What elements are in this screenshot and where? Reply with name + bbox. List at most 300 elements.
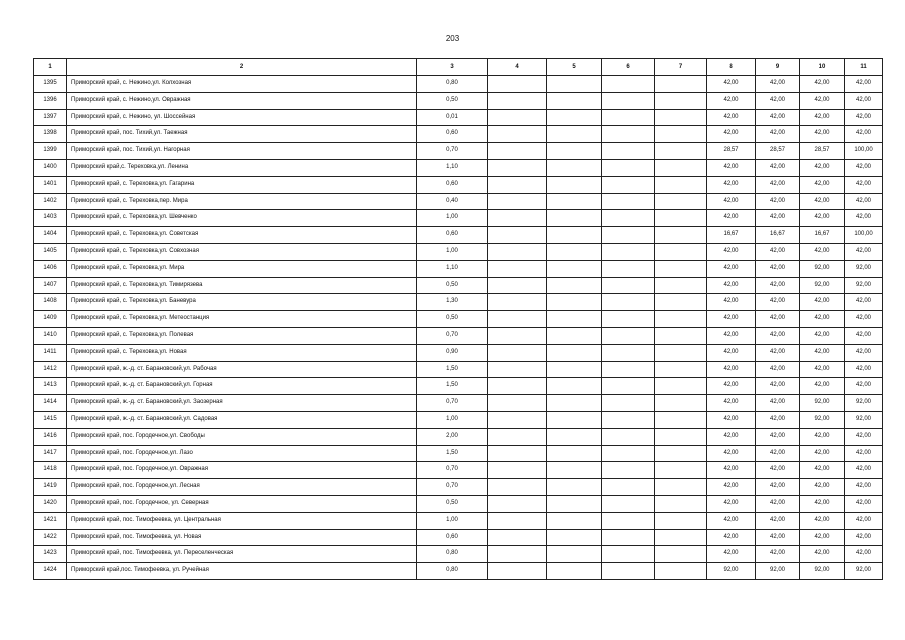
table-cell <box>655 210 707 227</box>
table-cell: 0,70 <box>417 327 488 344</box>
table-cell: 42,00 <box>756 109 800 126</box>
table-cell: 1423 <box>34 546 67 563</box>
table-cell: 42,00 <box>845 479 883 496</box>
table-cell: 42,00 <box>800 462 845 479</box>
table-cell <box>488 193 547 210</box>
table-cell: 42,00 <box>800 176 845 193</box>
table-cell: 92,00 <box>800 411 845 428</box>
table-cell: Приморский край, пос. Тимофеевка, ул. Центральная <box>67 512 417 529</box>
table-cell: 1,00 <box>417 243 488 260</box>
table-cell: Приморский край, с. Тереховка,ул. Метеостанция <box>67 311 417 328</box>
table-cell: 42,00 <box>707 210 756 227</box>
table-row <box>34 92 883 109</box>
table-cell: 100,00 <box>845 143 883 160</box>
table-cell: Приморский край, с. Тереховка,ул. Шевченко <box>67 210 417 227</box>
table-cell: Приморский край, с. Нежино,ул. Овражная <box>67 92 417 109</box>
table-row <box>34 311 883 328</box>
data-table <box>33 58 883 580</box>
table-cell <box>488 378 547 395</box>
table-cell <box>602 378 655 395</box>
table-row <box>34 445 883 462</box>
table-cell: 1,00 <box>417 512 488 529</box>
table-cell: 42,00 <box>756 378 800 395</box>
table-cell: 28,57 <box>800 143 845 160</box>
table-cell: Приморский край,с. Тереховка,ул. Ленина <box>67 159 417 176</box>
table-cell: 42,00 <box>756 361 800 378</box>
table-cell: 1403 <box>34 210 67 227</box>
table-cell: 42,00 <box>707 462 756 479</box>
table-cell: 42,00 <box>845 327 883 344</box>
table-cell: 0,50 <box>417 495 488 512</box>
table-cell <box>655 479 707 496</box>
table-cell: Приморский край, ж.-д. ст. Барановский,ул. Рабочая <box>67 361 417 378</box>
table-cell: 42,00 <box>845 428 883 445</box>
table-cell <box>602 428 655 445</box>
table-cell: 0,70 <box>417 462 488 479</box>
column-header: 11 <box>845 59 883 76</box>
table-cell <box>655 277 707 294</box>
table-cell <box>547 126 602 143</box>
table-cell: 42,00 <box>800 193 845 210</box>
table-cell: 42,00 <box>756 92 800 109</box>
table-cell: 0,40 <box>417 193 488 210</box>
table-cell: 1406 <box>34 260 67 277</box>
table-cell: Приморский край, пос. Городечное,ул. Овражная <box>67 462 417 479</box>
table-row <box>34 243 883 260</box>
table-cell: 92,00 <box>707 563 756 580</box>
table-row <box>34 344 883 361</box>
table-cell <box>488 210 547 227</box>
table-cell <box>655 344 707 361</box>
table-cell <box>655 563 707 580</box>
table-cell: 42,00 <box>707 546 756 563</box>
table-cell: 1409 <box>34 311 67 328</box>
table-row <box>34 495 883 512</box>
table-cell: 1411 <box>34 344 67 361</box>
table-cell <box>602 294 655 311</box>
table-cell: 0,50 <box>417 311 488 328</box>
table-cell <box>547 361 602 378</box>
table-cell: 42,00 <box>756 327 800 344</box>
table-cell: Приморский край, с. Тереховка,ул. Совхозная <box>67 243 417 260</box>
table-cell: Приморский край, пос. Тихий,ул. Таежная <box>67 126 417 143</box>
table-cell: 42,00 <box>707 411 756 428</box>
table-cell: Приморский край, пос. Городечное,ул. Свободы <box>67 428 417 445</box>
table-cell: 92,00 <box>800 395 845 412</box>
table-cell: 42,00 <box>800 445 845 462</box>
table-cell <box>488 344 547 361</box>
table-cell: 92,00 <box>845 395 883 412</box>
table-cell: 42,00 <box>800 378 845 395</box>
table-cell: 1417 <box>34 445 67 462</box>
table-cell: 42,00 <box>800 126 845 143</box>
table-row <box>34 294 883 311</box>
table-cell: Приморский край,пос. Тимофеевка, ул. Ручейная <box>67 563 417 580</box>
table-cell <box>602 143 655 160</box>
table-cell <box>602 344 655 361</box>
table-cell <box>655 445 707 462</box>
table-cell <box>488 227 547 244</box>
table-cell <box>655 176 707 193</box>
table-cell: 42,00 <box>707 176 756 193</box>
table-cell <box>547 311 602 328</box>
table-cell <box>602 327 655 344</box>
table-cell: 42,00 <box>707 529 756 546</box>
table-cell: 42,00 <box>845 495 883 512</box>
table-cell <box>488 109 547 126</box>
table-cell: 1402 <box>34 193 67 210</box>
table-cell <box>547 495 602 512</box>
table-cell <box>547 109 602 126</box>
table-cell <box>655 495 707 512</box>
table-cell: 42,00 <box>845 294 883 311</box>
table-cell <box>488 92 547 109</box>
table-cell: 1,50 <box>417 378 488 395</box>
table-cell: 92,00 <box>845 563 883 580</box>
table-cell: Приморский край, с. Тереховка,пер. Мира <box>67 193 417 210</box>
table-cell: 42,00 <box>756 311 800 328</box>
table-cell: 42,00 <box>845 462 883 479</box>
table-cell: 42,00 <box>707 344 756 361</box>
table-row <box>34 176 883 193</box>
table-cell <box>602 260 655 277</box>
table-cell: 1397 <box>34 109 67 126</box>
table-cell <box>547 563 602 580</box>
table-row <box>34 462 883 479</box>
table-cell <box>547 243 602 260</box>
table-cell <box>488 361 547 378</box>
table-cell: 42,00 <box>756 546 800 563</box>
table-cell <box>488 277 547 294</box>
table-cell: Приморский край, пос. Тихий,ул. Нагорная <box>67 143 417 160</box>
table-cell: 1418 <box>34 462 67 479</box>
column-header: 9 <box>756 59 800 76</box>
table-cell <box>602 159 655 176</box>
page-number: 203 <box>445 34 460 43</box>
table-cell <box>655 512 707 529</box>
table-cell <box>547 512 602 529</box>
table-cell: 1419 <box>34 479 67 496</box>
table-cell: 0,80 <box>417 76 488 93</box>
table-cell <box>602 445 655 462</box>
table-cell: 0,80 <box>417 546 488 563</box>
table-cell: 1424 <box>34 563 67 580</box>
table-cell: 28,57 <box>756 143 800 160</box>
table-cell: 42,00 <box>845 243 883 260</box>
table-cell <box>547 462 602 479</box>
table-cell: 0,60 <box>417 126 488 143</box>
table-cell <box>547 395 602 412</box>
table-cell <box>488 411 547 428</box>
table-cell <box>655 327 707 344</box>
table-cell: 42,00 <box>845 176 883 193</box>
table-cell: 42,00 <box>845 210 883 227</box>
table-cell: 42,00 <box>707 277 756 294</box>
table-cell: 1400 <box>34 159 67 176</box>
table-cell: 42,00 <box>845 378 883 395</box>
table-cell: 42,00 <box>800 109 845 126</box>
table-cell: 42,00 <box>800 479 845 496</box>
table-cell <box>655 193 707 210</box>
table-cell: 42,00 <box>845 76 883 93</box>
table-cell: 1421 <box>34 512 67 529</box>
table-cell: 92,00 <box>845 411 883 428</box>
table-cell: 42,00 <box>800 159 845 176</box>
table-cell: 0,60 <box>417 227 488 244</box>
table-cell: Приморский край, с. Нежино,ул. Колхозная <box>67 76 417 93</box>
table-cell: 1422 <box>34 529 67 546</box>
table-row <box>34 109 883 126</box>
table-cell: 1395 <box>34 76 67 93</box>
table-cell <box>488 479 547 496</box>
table-cell: Приморский край, пос. Тимофеевка, ул. Новая <box>67 529 417 546</box>
table-cell <box>602 227 655 244</box>
table-cell <box>602 277 655 294</box>
table-cell: 28,57 <box>707 143 756 160</box>
table-row <box>34 126 883 143</box>
table-cell: Приморский край, с. Тереховка,ул. Тимирязева <box>67 277 417 294</box>
table-cell <box>602 512 655 529</box>
table-row <box>34 378 883 395</box>
table-cell <box>488 143 547 160</box>
table-row <box>34 428 883 445</box>
table-cell: 42,00 <box>707 126 756 143</box>
table-cell: 42,00 <box>845 512 883 529</box>
column-header: 7 <box>655 59 707 76</box>
table-cell: Приморский край, ж.-д. ст. Барановский,ул. Горная <box>67 378 417 395</box>
table-cell <box>602 193 655 210</box>
table-cell: 42,00 <box>756 260 800 277</box>
table-cell: 0,01 <box>417 109 488 126</box>
table-cell: 0,90 <box>417 344 488 361</box>
table-cell: 0,70 <box>417 479 488 496</box>
table-cell <box>602 361 655 378</box>
table-cell: 1399 <box>34 143 67 160</box>
table-row <box>34 546 883 563</box>
table-cell <box>547 344 602 361</box>
table-cell <box>488 462 547 479</box>
table-cell: 2,00 <box>417 428 488 445</box>
table-cell <box>488 294 547 311</box>
table-cell: 1,30 <box>417 294 488 311</box>
table-cell: 42,00 <box>707 479 756 496</box>
table-cell <box>547 546 602 563</box>
table-cell <box>547 529 602 546</box>
table-cell <box>655 462 707 479</box>
table-cell: 42,00 <box>707 311 756 328</box>
table-cell: 42,00 <box>707 243 756 260</box>
table-cell: 0,70 <box>417 395 488 412</box>
table-cell <box>547 143 602 160</box>
table-cell <box>547 210 602 227</box>
table-cell: 42,00 <box>756 344 800 361</box>
table-cell <box>602 495 655 512</box>
table-cell: 1413 <box>34 378 67 395</box>
table-cell: 1,50 <box>417 361 488 378</box>
table-cell <box>547 193 602 210</box>
table-cell: 1407 <box>34 277 67 294</box>
table-row <box>34 411 883 428</box>
table-row <box>34 395 883 412</box>
table-row <box>34 76 883 93</box>
table-cell: 16,67 <box>756 227 800 244</box>
table-cell: 0,80 <box>417 563 488 580</box>
table-cell <box>602 311 655 328</box>
table-cell <box>547 428 602 445</box>
table-cell: 42,00 <box>800 529 845 546</box>
table-cell: 0,60 <box>417 529 488 546</box>
table-row <box>34 159 883 176</box>
table-cell: 1420 <box>34 495 67 512</box>
table-row <box>34 193 883 210</box>
table-cell <box>488 546 547 563</box>
table-cell <box>547 378 602 395</box>
table-cell <box>547 277 602 294</box>
table-cell: 42,00 <box>800 76 845 93</box>
table-cell <box>602 411 655 428</box>
table-cell <box>655 143 707 160</box>
table-cell <box>655 428 707 445</box>
table-cell <box>655 378 707 395</box>
table-cell: Приморский край, пос. Городечное,ул. Лесная <box>67 479 417 496</box>
column-header: 5 <box>547 59 602 76</box>
table-cell: 42,00 <box>756 411 800 428</box>
table-cell: 1405 <box>34 243 67 260</box>
table-cell: 0,50 <box>417 277 488 294</box>
table-cell: 92,00 <box>845 277 883 294</box>
table-row <box>34 260 883 277</box>
table-cell: 42,00 <box>845 344 883 361</box>
table-row <box>34 361 883 378</box>
table-cell: Приморский край, пос. Городечное,ул. Лазо <box>67 445 417 462</box>
table-cell <box>488 126 547 143</box>
column-header: 10 <box>800 59 845 76</box>
table-cell: 42,00 <box>756 243 800 260</box>
table-cell <box>488 243 547 260</box>
table-cell: 42,00 <box>756 193 800 210</box>
table-cell <box>602 176 655 193</box>
table-cell: 16,67 <box>800 227 845 244</box>
table-cell <box>655 76 707 93</box>
table-row <box>34 479 883 496</box>
table-cell: 42,00 <box>707 495 756 512</box>
table-cell: 1412 <box>34 361 67 378</box>
table-cell: Приморский край, с. Тереховка,ул. Советская <box>67 227 417 244</box>
table-cell <box>655 395 707 412</box>
table-row <box>34 277 883 294</box>
table-cell: 1,00 <box>417 210 488 227</box>
table-cell: 1415 <box>34 411 67 428</box>
table-cell: 0,70 <box>417 143 488 160</box>
table-cell: 42,00 <box>707 395 756 412</box>
table-cell: 42,00 <box>800 428 845 445</box>
table-cell: Приморский край, с. Тереховка,ул. Баневура <box>67 294 417 311</box>
table-cell <box>655 529 707 546</box>
table-cell: 42,00 <box>756 479 800 496</box>
table-cell <box>602 92 655 109</box>
table-cell: 42,00 <box>707 193 756 210</box>
table-cell: 42,00 <box>707 361 756 378</box>
table-cell <box>655 126 707 143</box>
table-cell: 42,00 <box>756 512 800 529</box>
table-cell: 1404 <box>34 227 67 244</box>
table-cell <box>602 109 655 126</box>
table-cell: 1,10 <box>417 260 488 277</box>
table-cell <box>655 260 707 277</box>
table-cell <box>488 327 547 344</box>
table-cell: 16,67 <box>707 227 756 244</box>
table-cell <box>655 159 707 176</box>
table-cell: Приморский край, с. Тереховка,ул. Новая <box>67 344 417 361</box>
table-cell: 1410 <box>34 327 67 344</box>
table-cell: 42,00 <box>707 327 756 344</box>
table-cell: 42,00 <box>800 361 845 378</box>
table-cell: 92,00 <box>800 563 845 580</box>
table-cell: 42,00 <box>845 361 883 378</box>
table-cell <box>488 512 547 529</box>
table-cell <box>602 126 655 143</box>
table-cell: 1398 <box>34 126 67 143</box>
table-cell <box>655 546 707 563</box>
table-cell: 1,50 <box>417 445 488 462</box>
column-header: 6 <box>602 59 655 76</box>
table-cell: 42,00 <box>845 529 883 546</box>
table-cell: Приморский край, с. Нежино, ул. Шоссейная <box>67 109 417 126</box>
table-cell: 42,00 <box>707 109 756 126</box>
table-row <box>34 227 883 244</box>
table-cell: 42,00 <box>756 428 800 445</box>
table-cell <box>488 529 547 546</box>
table-cell: 42,00 <box>707 260 756 277</box>
table-row <box>34 210 883 227</box>
table-row <box>34 563 883 580</box>
table-cell: 42,00 <box>800 344 845 361</box>
table-cell: 92,00 <box>800 277 845 294</box>
table-cell: Приморский край, с. Тереховка,ул. Мира <box>67 260 417 277</box>
table-cell: 42,00 <box>707 76 756 93</box>
table-cell <box>602 479 655 496</box>
table-cell: 42,00 <box>707 428 756 445</box>
table-cell: 42,00 <box>756 277 800 294</box>
column-header: 8 <box>707 59 756 76</box>
table-cell: 42,00 <box>707 92 756 109</box>
table-cell: Приморский край, пос. Городечное, ул. Северная <box>67 495 417 512</box>
table-cell <box>488 563 547 580</box>
table-cell: 42,00 <box>800 294 845 311</box>
table-cell <box>602 529 655 546</box>
table-cell: 1,10 <box>417 159 488 176</box>
table-cell <box>655 411 707 428</box>
table-cell <box>488 176 547 193</box>
table-cell: 1396 <box>34 92 67 109</box>
table-row <box>34 143 883 160</box>
table-cell <box>488 428 547 445</box>
table-cell <box>547 176 602 193</box>
table-cell: 42,00 <box>707 445 756 462</box>
table-cell: 42,00 <box>845 159 883 176</box>
table-cell <box>488 260 547 277</box>
table-cell: 92,00 <box>756 563 800 580</box>
table-cell: 42,00 <box>845 193 883 210</box>
table-body <box>34 76 883 580</box>
table-cell <box>655 294 707 311</box>
table-cell: 42,00 <box>707 294 756 311</box>
table-row <box>34 512 883 529</box>
table-cell: 42,00 <box>800 495 845 512</box>
table-cell <box>488 445 547 462</box>
table-cell: 42,00 <box>800 512 845 529</box>
table-cell: 1408 <box>34 294 67 311</box>
